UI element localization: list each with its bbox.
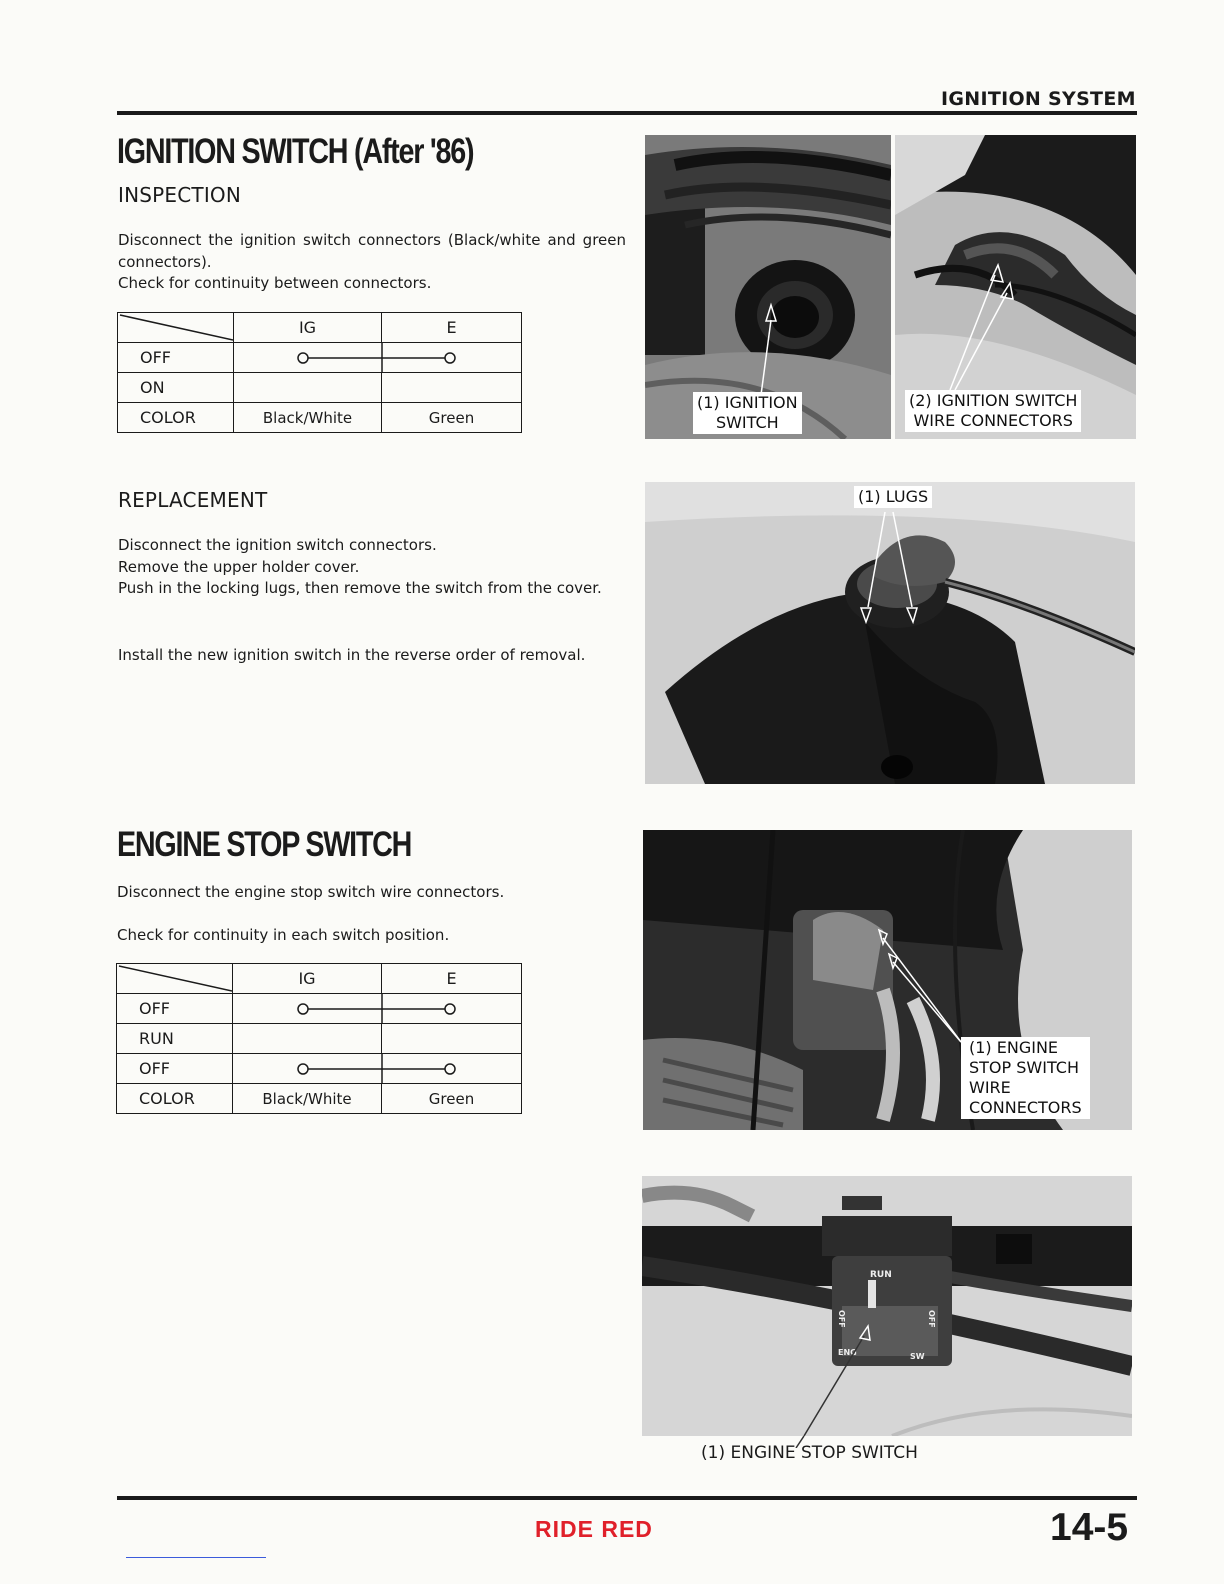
table-corner [117, 964, 233, 994]
photo-ignition-switch [645, 135, 891, 439]
engine-stop-text-2: Check for continuity in each switch position. [117, 926, 450, 944]
continuity-line [233, 1054, 522, 1083]
caption-engine-stop-switch: (1) ENGINE STOP SWITCH [701, 1443, 918, 1463]
callout-lugs: (1) LUGS [854, 486, 932, 508]
photo-engine-stop-switch [642, 1176, 1132, 1436]
row-label: ON [118, 373, 234, 403]
row-label-color: COLOR [118, 403, 234, 433]
column-header-ig: IG [234, 313, 382, 343]
color-e: Green [382, 1084, 522, 1114]
photo-wire-connectors [895, 135, 1136, 439]
continuity-line [233, 994, 522, 1023]
photo-lugs [645, 482, 1135, 784]
replacement-heading: REPLACEMENT [118, 488, 268, 512]
inspection-heading: INSPECTION [118, 183, 242, 207]
corner-diagonal [118, 313, 233, 342]
switch-mark-sw: SW [910, 1352, 925, 1361]
table-corner [118, 313, 234, 343]
column-header-ig: IG [233, 964, 382, 994]
table-row [117, 1024, 522, 1054]
photo-lugs-art [645, 482, 1135, 784]
engine-stop-leader [642, 1176, 1132, 1436]
ignition-switch-title: IGNITION SWITCH (After '86) [117, 132, 474, 171]
continuity-cell [234, 343, 522, 373]
table-row [118, 343, 522, 373]
ignition-continuity-table [117, 312, 522, 433]
inspection-text [118, 230, 626, 295]
empty-cell [382, 1024, 522, 1054]
corner-diagonal [117, 964, 232, 993]
engine-stop-title: ENGINE STOP SWITCH [117, 825, 412, 864]
color-ig: Black/White [233, 1084, 382, 1114]
callout-wire-connectors: (2) IGNITION SWITCH WIRE CONNECTORS [905, 390, 1081, 432]
table-row [117, 1084, 522, 1114]
color-e: Green [382, 403, 522, 433]
inspection-line-2: Check for continuity between connectors. [118, 274, 432, 292]
switch-mark-off-right: OFF [927, 1310, 936, 1328]
column-header-e: E [382, 313, 522, 343]
empty-cell [234, 373, 382, 403]
row-label-color: COLOR [117, 1084, 233, 1114]
continuity-line [234, 343, 522, 372]
photo-engine-stop-connectors [643, 830, 1132, 1130]
table-row [118, 403, 522, 433]
inspection-line-1: Disconnect the ignition switch connectors (Black/white and green connectors). [118, 231, 626, 271]
section-label: IGNITION SYSTEM [941, 88, 1136, 110]
table-row [118, 373, 522, 403]
callout-ignition-switch: (1) IGNITION SWITCH [693, 392, 802, 434]
color-ig: Black/White [234, 403, 382, 433]
brand-logo: RIDE RED [535, 1516, 653, 1542]
switch-mark-eng: ENG [838, 1348, 857, 1357]
engine-stop-text-1: Disconnect the engine stop switch wire connectors. [117, 883, 505, 901]
column-header-e: E [382, 964, 522, 994]
empty-cell [233, 1024, 382, 1054]
replacement-line-1: Disconnect the ignition switch connectors. [118, 536, 437, 554]
top-rule [117, 111, 1137, 115]
replacement-line-3: Push in the locking lugs, then remove the switch from the cover. [118, 579, 602, 597]
row-label: OFF [117, 994, 233, 1024]
bottom-rule [117, 1496, 1137, 1500]
empty-cell [382, 373, 522, 403]
row-label: RUN [117, 1024, 233, 1054]
page-number: 14-5 [1050, 1506, 1129, 1549]
continuity-cell [233, 1054, 522, 1084]
replacement-text [118, 535, 626, 600]
switch-mark-off-left: OFF [837, 1310, 846, 1328]
install-text: Install the new ignition switch in the reverse order of removal. [118, 646, 586, 664]
replacement-line-2: Remove the upper holder cover. [118, 557, 360, 576]
footer-link-underline [126, 1557, 266, 1558]
row-label: OFF [117, 1054, 233, 1084]
table-row [117, 1054, 522, 1084]
callout-engine-stop-connectors: (1) ENGINE STOP SWITCH WIRE CONNECTORS [961, 1037, 1090, 1119]
continuity-cell [233, 994, 522, 1024]
switch-mark-run: RUN [870, 1270, 892, 1280]
engine-stop-continuity-table [116, 963, 522, 1114]
row-label: OFF [118, 343, 234, 373]
table-row [117, 994, 522, 1024]
